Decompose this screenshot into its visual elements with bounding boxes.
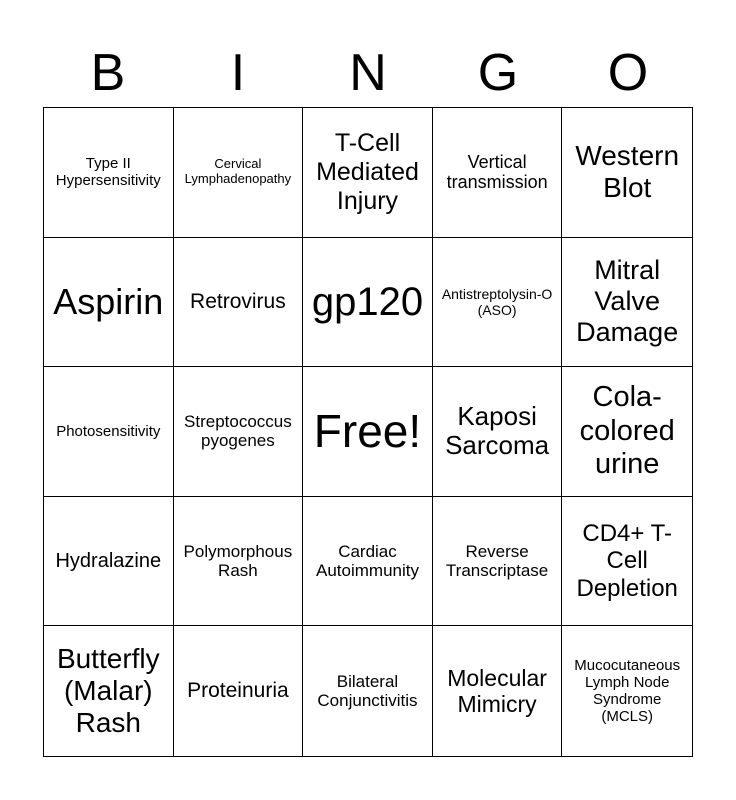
bingo-cell-label: Free! (313, 405, 422, 458)
bingo-cell-label: Cervical Lymphadenopathy (184, 156, 292, 187)
bingo-cell[interactable] (174, 238, 304, 368)
bingo-cell-label: Proteinuria (187, 679, 289, 703)
bingo-cell[interactable] (174, 497, 304, 627)
header-letter-g: G (477, 44, 519, 102)
bingo-cell-label: Cola-colored urine (579, 381, 675, 481)
bingo-cell-label: Kaposi Sarcoma (445, 400, 550, 461)
bingo-header (43, 40, 693, 106)
bingo-cell[interactable] (44, 367, 174, 497)
bingo-cell[interactable] (174, 367, 304, 497)
bingo-cell-label: Western Blot (575, 140, 680, 204)
bingo-cell[interactable] (562, 367, 692, 497)
bingo-cell[interactable] (433, 367, 563, 497)
bingo-cell-label: T-Cell Mediated Injury (316, 129, 419, 215)
bingo-cell[interactable] (44, 497, 174, 627)
bingo-cell-label: Retrovirus (190, 289, 286, 313)
bingo-cell[interactable] (562, 238, 692, 368)
header-letter-i: I (230, 44, 246, 102)
bingo-cell-label: Cardiac Autoimmunity (316, 541, 419, 581)
bingo-cell[interactable] (44, 626, 174, 756)
bingo-cell-label: Mitral Valve Damage (576, 255, 679, 348)
bingo-cell-label: Mucocutaneous Lymph Node Syndrome (MCLS) (574, 656, 681, 726)
bingo-cell[interactable] (562, 626, 692, 756)
bingo-grid (43, 107, 693, 757)
bingo-cell[interactable] (174, 108, 304, 238)
bingo-cell-label: Butterfly (Malar) Rash (56, 642, 160, 739)
bingo-cell-label: Vertical transmission (446, 151, 548, 193)
free-space-cell[interactable] (303, 367, 433, 497)
bingo-cell-label: Photosensitivity (56, 422, 161, 440)
bingo-cell-label: Type II Hypersensitivity (55, 155, 161, 190)
bingo-cell[interactable] (562, 108, 692, 238)
bingo-cell-label: CD4+ T-Cell Depletion (576, 519, 678, 602)
bingo-cell[interactable] (303, 626, 433, 756)
bingo-cell-label: Bilateral Conjunctivitis (317, 671, 418, 711)
bingo-cell[interactable] (303, 497, 433, 627)
bingo-cell-label: Polymorphous Rash (183, 541, 293, 581)
header-letter-o: O (607, 44, 649, 102)
bingo-cell[interactable] (433, 497, 563, 627)
bingo-cell[interactable] (44, 108, 174, 238)
bingo-cell[interactable] (433, 238, 563, 368)
bingo-cell-label: Antistreptolysin-O (ASO) (441, 285, 553, 318)
header-letter-n: N (349, 44, 387, 102)
bingo-cell[interactable] (433, 108, 563, 238)
bingo-cell-label: Reverse Transcriptase (445, 541, 549, 581)
bingo-cell[interactable] (44, 238, 174, 368)
header-letter-b: B (90, 44, 126, 102)
bingo-cell-label: Molecular Mimicry (447, 664, 547, 718)
bingo-cell[interactable] (562, 497, 692, 627)
bingo-cell[interactable] (174, 626, 304, 756)
bingo-cell[interactable] (433, 626, 563, 756)
bingo-cell[interactable] (303, 238, 433, 368)
bingo-cell[interactable] (303, 108, 433, 238)
bingo-cell-label: Streptococcus pyogenes (184, 411, 292, 451)
bingo-cell-label: Aspirin (53, 281, 164, 323)
bingo-cell-label: gp120 (311, 279, 424, 324)
bingo-cell-label: Hydralazine (55, 549, 162, 572)
